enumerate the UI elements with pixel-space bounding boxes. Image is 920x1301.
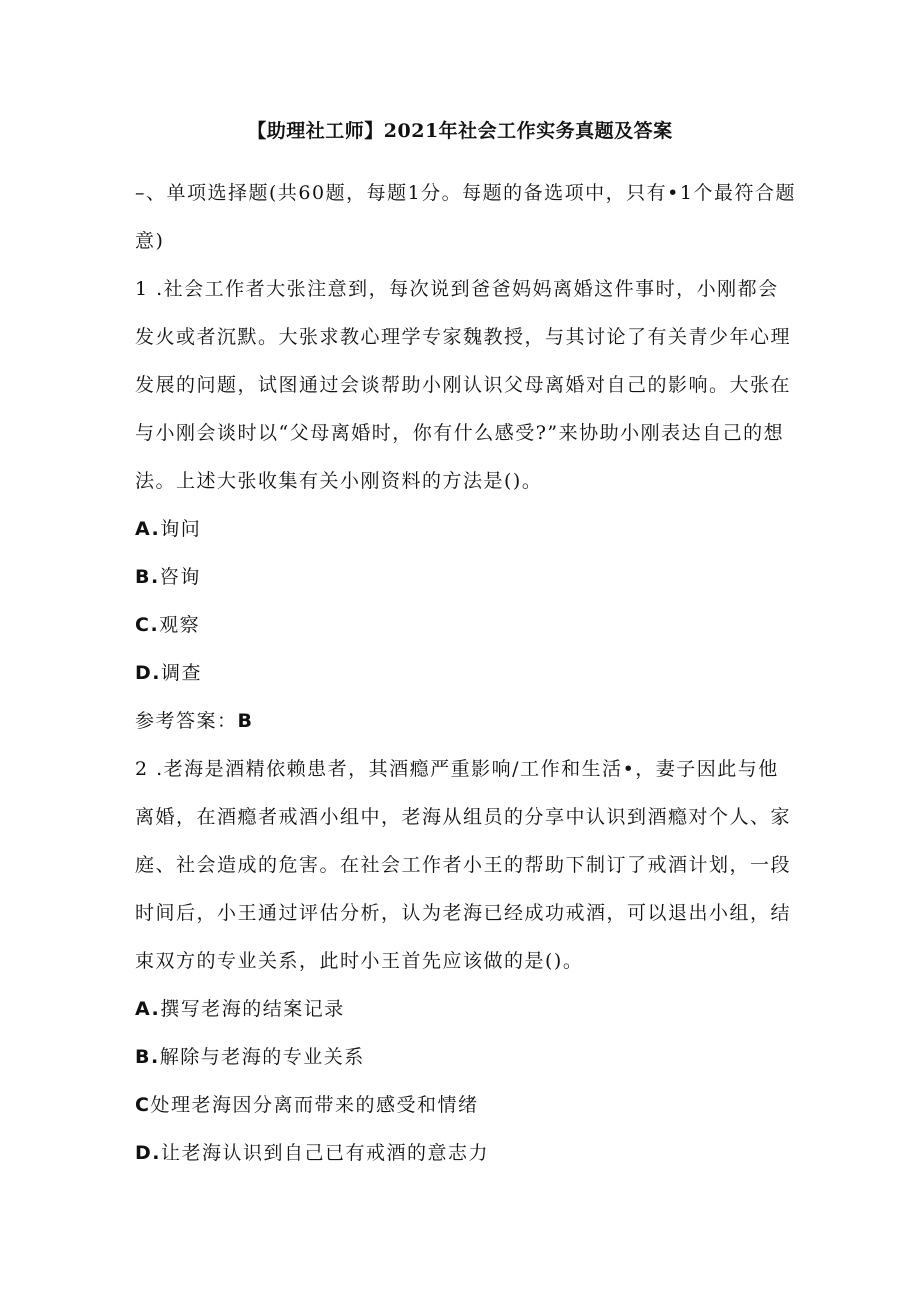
- option-text: 咨询: [159, 566, 201, 588]
- question-1-answer: [135, 706, 795, 733]
- option-text: 调查: [161, 662, 203, 684]
- question-2-line-5: 束双方的专业关系，此时小王首先应该做的是()。: [135, 950, 584, 972]
- question-1-option-c: [135, 610, 795, 637]
- option-text: 撰写老海的结案记录: [160, 998, 345, 1020]
- answer-value: B: [237, 710, 254, 732]
- document-title: 【助理社工师】2021年社会工作实务真题及答案: [247, 120, 673, 142]
- question-1-line-1: 1 .社会工作者大张注意到，每次说到爸爸妈妈离婚这件事时，小刚都会: [135, 278, 779, 300]
- question-1-option-a: [135, 514, 795, 541]
- question-2-option-d: [135, 1138, 795, 1165]
- option-letter: C.: [135, 614, 160, 636]
- question-2-line-2: 离婚，在酒瘾者戒酒小组中，老海从组员的分享中认识到酒瘾对个人、家: [135, 806, 792, 828]
- option-text: 让老海认识到自己已有戒酒的意志力: [161, 1142, 490, 1164]
- option-text: 处理老海因分离而带来的感受和情绪: [150, 1094, 479, 1116]
- answer-label: 参考答案：: [135, 710, 238, 732]
- section-heading-line-1: –、单项选择题(共60题，每题1分。每题的备选项中，只有•1个最符合题: [135, 182, 796, 204]
- question-2-option-a: [135, 994, 795, 1021]
- option-letter: B.: [135, 566, 160, 588]
- question-1-option-d: [135, 658, 795, 685]
- question-1-option-b: [135, 562, 795, 589]
- option-letter: D.: [135, 662, 161, 684]
- option-text: 解除与老海的专业关系: [159, 1046, 365, 1068]
- question-2-line-4: 时间后，小王通过评估分析，认为老海已经成功戒酒，可以退出小组，结: [135, 902, 792, 924]
- section-heading-line-2: 意): [135, 230, 165, 252]
- option-letter: A.: [135, 998, 161, 1020]
- option-text: 观察: [159, 614, 201, 636]
- option-letter: B.: [135, 1046, 160, 1068]
- question-1-line-3: 发展的问题，试图通过会谈帮助小刚认识父母离婚对自己的影响。大张在: [135, 374, 792, 396]
- question-2-option-c: [135, 1090, 795, 1117]
- option-text: 询问: [160, 518, 202, 540]
- question-1-line-5: 法。上述大张收集有关小刚资料的方法是()。: [135, 470, 543, 492]
- question-2-option-b: [135, 1042, 795, 1069]
- question-2-line-1: 2 .老海是酒精依赖患者，其酒瘾严重影响/工作和生活•，妻子因此与他: [135, 758, 779, 780]
- option-letter: D.: [135, 1142, 161, 1164]
- question-2-line-3: 庭、社会造成的危害。在社会工作者小王的帮助下制订了戒酒计划，一段: [135, 854, 792, 876]
- question-1-line-2: 发火或者沉默。大张求教心理学专家魏教授，与其讨论了有关青少年心理: [135, 326, 792, 348]
- option-letter: A.: [135, 518, 161, 540]
- question-1-line-4: 与小刚会谈时以“父母离婚时，你有什么感受?”来协助小刚表达自己的想: [135, 422, 785, 444]
- option-letter: C: [135, 1094, 151, 1116]
